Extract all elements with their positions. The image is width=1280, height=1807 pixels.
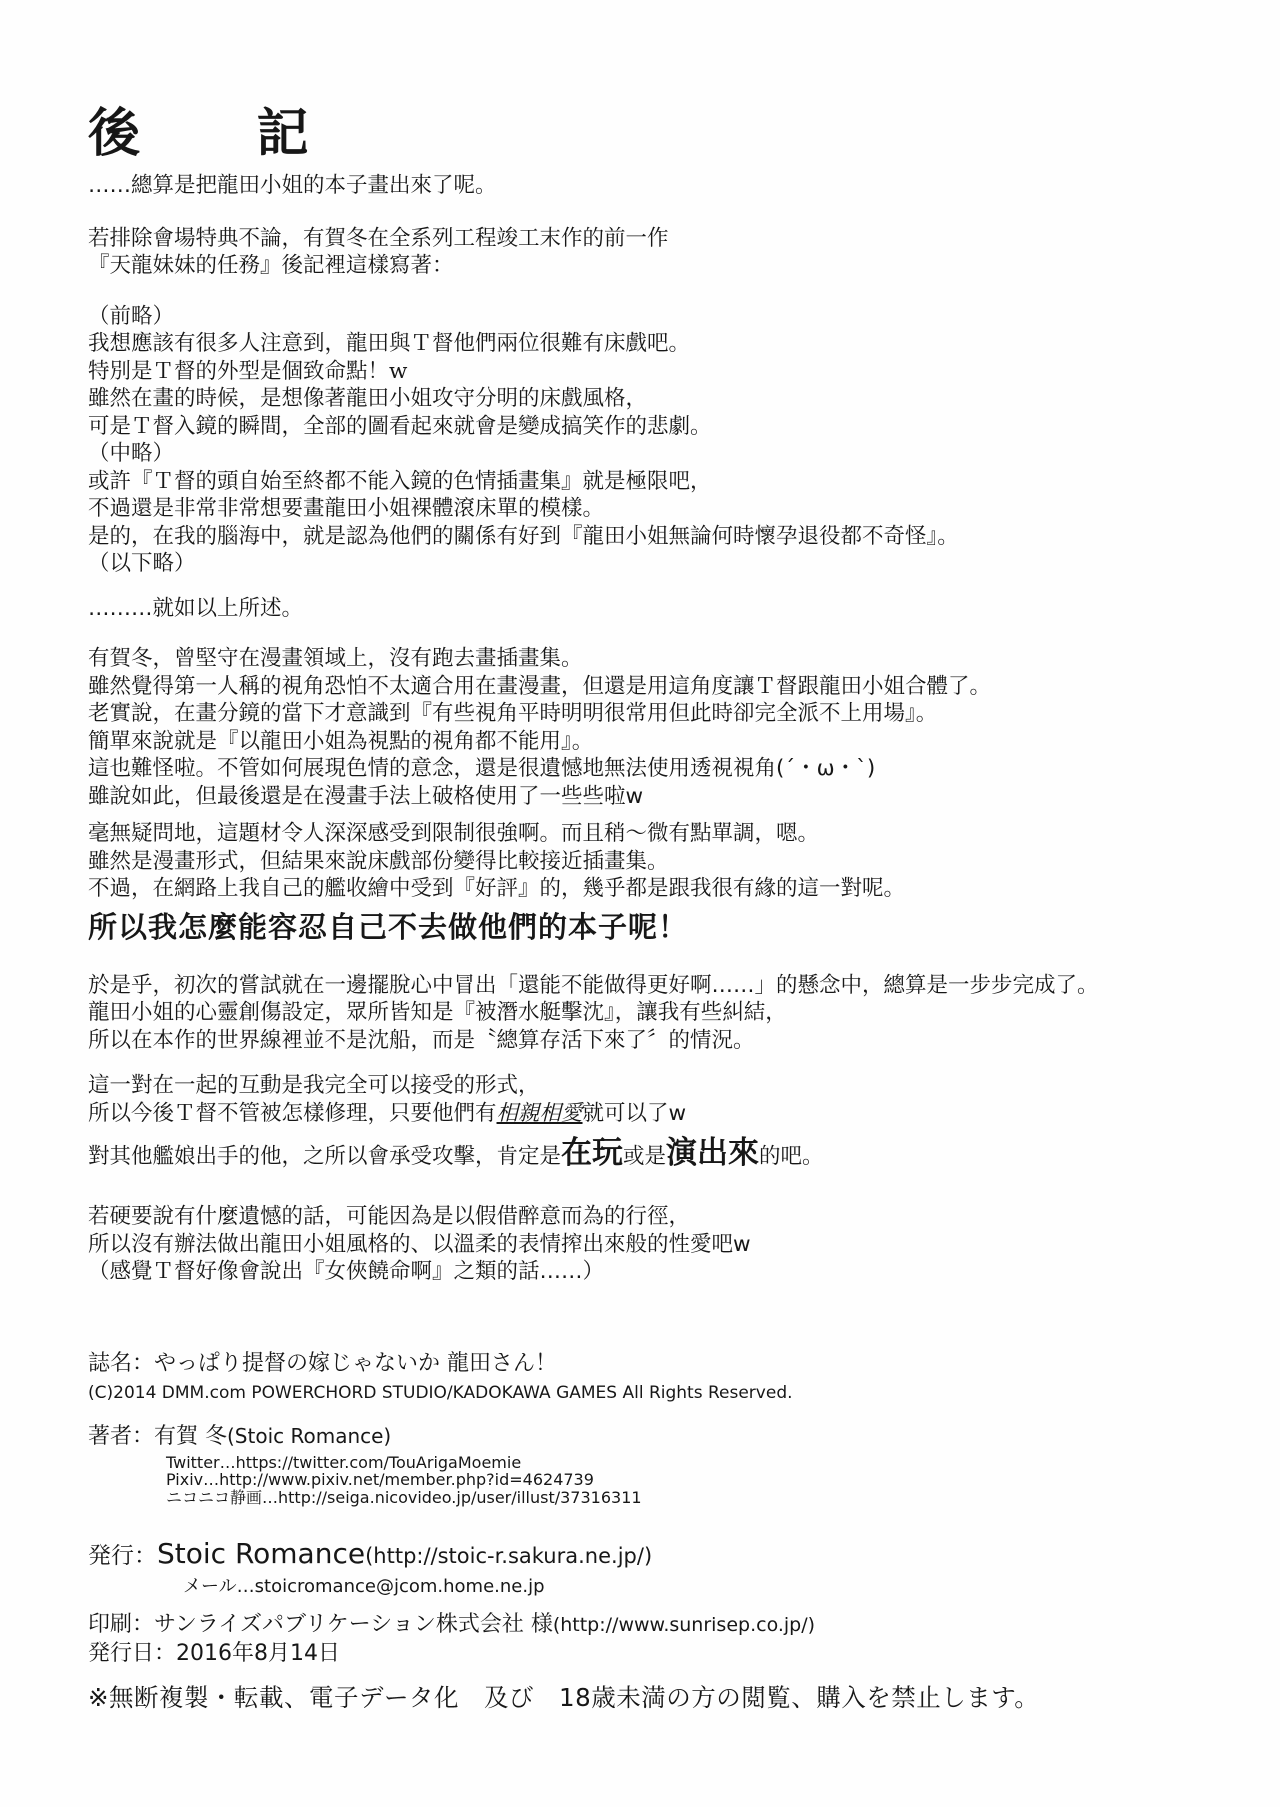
nicoseiga-link: ニコニコ静画…http://seiga.nicovideo.jp/user/illust/37316311 [166,1487,642,1507]
text-line: 於是乎，初次的嘗試就在一邊擺脫心中冒出「還能不能做得更好啊……」的懸念中，總算是一步步完成了。 [88,972,1099,998]
quote-line: （中略） [88,441,175,466]
playing-bold-text: 在玩 [561,1135,624,1171]
text-line: 有賀冬，曾堅守在漫畫領域上，沒有跑去畫插畫集。 [88,646,583,671]
afterword-intro: ……總算是把龍田小姐的本子畫出來了呢。 [88,173,497,198]
copyright-warning-line: ※無断複製・転載、電子データ化 及び 18歳未満の方の閲覧、購入を禁止します。 [88,1683,1040,1712]
limitations-paragraph [88,820,1236,903]
colophon [88,1349,1236,1715]
author-links [166,1454,1236,1507]
publisher-url: (http://stoic-r.sakura.ne.jp/) [365,1544,653,1568]
quote-line: （以下略） [88,551,196,576]
text-segment: 對其他艦娘出手的他，之所以會承受攻擊，肯定是 [88,1144,562,1169]
quote-line: 我想應該有很多人注意到，龍田與Ｔ督他們兩位很難有床戲吧。 [88,331,691,356]
attack-explanation-line [88,1132,1236,1178]
author-circle-name: (Stoic Romance) [227,1423,392,1448]
text-line [88,1100,1236,1128]
quote-line: 可是Ｔ督入鏡的瞬間，全部的圖看起來就會是變成搞笑作的悲劇。 [88,413,712,439]
quote-line: （前略） [88,303,175,329]
emphasis-heading: 所以我怎麼能容忍自己不去做他們的本子呢！ [88,909,689,944]
summary-line: ………就如以上所述。 [88,595,304,621]
quote-line: 雖然在畫的時候，是想像著龍田小姐攻守分明的床戲風格， [88,386,648,411]
text-line: 所以沒有辦法做出龍田小姐風格的、以溫柔的表情搾出來般的性愛吧w [88,1231,751,1257]
text-line: 『天龍妹妹的任務』後記裡這樣寫著： [88,253,454,278]
text-line: 毫無疑問地，這題材令人深深感受到限制很強啊。而且稍～微有點單調，嗯。 [88,821,820,846]
previous-work-intro [88,225,1236,280]
text-line: 老實說，在畫分鏡的當下才意識到『有些視角平時明明很常用但此時卻完全派不上用場』。 [88,701,938,726]
quote-line: 或許『Ｔ督的頭自始至終都不能入鏡的色情插畫集』就是極限吧， [88,468,712,494]
pixiv-link: Pixiv…http://www.pixiv.net/member.php?id=4624739 [166,1470,594,1489]
text-line: 若排除會場特典不論，有賀冬在全系列工程竣工末作的前一作 [88,225,669,251]
quoted-afterword-block [88,303,1236,578]
text-line: 這一對在一起的互動是我完全可以接受的形式， [88,1073,540,1098]
text-line: 雖說如此，但最後還是在漫畫手法上破格使用了一些些啦w [88,783,644,809]
couple-paragraph [88,1072,1236,1127]
publisher-line [88,1536,1236,1574]
publisher-label: 発行： [88,1543,157,1569]
text-line: 雖然是漫畫形式，但結果來說床戲部份變得比較接近插畫集。 [88,848,669,874]
quote-line: 不過還是非常非常想要畫龍田小姐裸體滾床單的模樣。 [88,496,605,521]
printer-line [88,1610,1236,1640]
text-line: 不過，在網路上我自己的艦收繪中受到『好評』的，幾乎都是跟我很有緣的這一對呢。 [88,876,906,901]
author-name: 著者：有賀 冬 [88,1423,227,1449]
text-line: 雖然覺得第一人稱的視角恐怕不太適合用在畫漫畫，但還是用這角度讓Ｔ督跟龍田小姐合體了。 [88,673,992,699]
text-segment: 就可以了w [582,1100,687,1126]
text-line: 這也難怪啦。不管如何展現色情的意念，還是很遺憾地無法使用透視視角(´・ω・`) [88,756,876,781]
author-line [88,1421,1236,1452]
quote-line: 是的，在我的腦海中，就是認為他們的關係有好到『龍田小姐無論何時懷孕退役都不奇怪』。 [88,523,959,549]
twitter-link: Twitter…https://twitter.com/TouArigaMoemie [166,1452,522,1472]
publisher-name: Stoic Romance [157,1537,366,1570]
text-segment: 的吧。 [759,1144,824,1169]
copyright-line: (C)2014 DMM.com POWERCHORD STUDIO/KADOKAWA GAMES All Rights Reserved. [88,1382,793,1403]
acting-bold-text: 演出來 [666,1135,760,1171]
quote-line: 特別是Ｔ督的外型是個致命點！w [88,358,408,384]
text-line: （感覺Ｔ督好像會說出『女俠饒命啊』之類的話……） [88,1259,605,1284]
text-line: 所以在本作的世界線裡並不是沈船，而是〝總算存活下來了〞的情況。 [88,1027,755,1053]
printer-name: 印刷：サンライズパブリケーション株式会社 様 [88,1612,553,1637]
text-line: 簡單來說就是『以龍田小姐為視點的視角都不能用』。 [88,728,594,754]
regret-paragraph [88,1203,1236,1286]
text-segment: 或是 [623,1144,667,1169]
page-title: 後 記 [88,103,341,164]
printer-url: (http://www.sunrisep.co.jp/) [552,1614,816,1636]
manga-discussion-paragraph [88,645,1236,810]
publisher-mail-line: メール…stoicromance@jcom.home.ne.jp [183,1576,545,1597]
book-title-line: 誌名：やっぱり提督の嫁じゃないか 龍田さん！ [88,1350,557,1376]
first-attempt-paragraph [88,972,1236,1055]
text-line: 龍田小姐的心靈創傷設定，眾所皆知是『被潛水艇擊沈』，讓我有些糾結， [88,1000,787,1025]
love-emphasis: 相親相愛 [496,1100,583,1126]
publish-date-line: 発行日：2016年8月14日 [88,1641,340,1666]
text-segment: 所以今後Ｔ督不管被怎樣修理，只要他們有 [88,1100,497,1126]
text-line: 若硬要說有什麼遺憾的話，可能因為是以假借醉意而為的行徑， [88,1204,691,1229]
